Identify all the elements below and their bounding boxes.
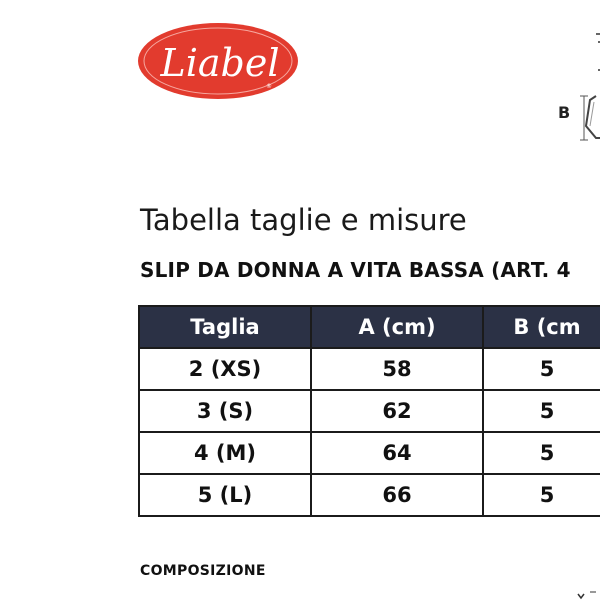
cell-a: 62 bbox=[311, 390, 483, 432]
table-row bbox=[139, 432, 600, 474]
cell-a: 66 bbox=[311, 474, 483, 516]
svg-text:®: ® bbox=[266, 83, 272, 90]
cell-a: 58 bbox=[311, 348, 483, 390]
table-header-row bbox=[139, 306, 600, 348]
page-title: Tabella taglie e misure bbox=[140, 203, 467, 237]
table-row bbox=[139, 348, 600, 390]
column-header-size: Taglia bbox=[139, 306, 311, 348]
table-row bbox=[139, 474, 600, 516]
garment-diagram bbox=[556, 30, 600, 160]
cell-size: 5 (L) bbox=[139, 474, 311, 516]
cell-b: 5 bbox=[483, 474, 600, 516]
liabel-logo bbox=[136, 20, 300, 102]
size-table bbox=[138, 305, 600, 517]
cropped-mark-icon bbox=[576, 584, 600, 600]
cell-a: 64 bbox=[311, 432, 483, 474]
cell-size: 4 (M) bbox=[139, 432, 311, 474]
cell-b: 5 bbox=[483, 432, 600, 474]
diagram-label-b: B bbox=[558, 103, 571, 122]
cell-b: 5 bbox=[483, 390, 600, 432]
cell-size: 3 (S) bbox=[139, 390, 311, 432]
cell-size: 2 (XS) bbox=[139, 348, 311, 390]
logo-wordmark: Liabel bbox=[160, 41, 280, 85]
column-header-b: B (cm bbox=[483, 306, 600, 348]
composition-heading: COMPOSIZIONE bbox=[140, 563, 266, 579]
column-header-a: A (cm) bbox=[311, 306, 483, 348]
product-subtitle: SLIP DA DONNA A VITA BASSA (ART. 4 bbox=[140, 258, 571, 282]
cell-b: 5 bbox=[483, 348, 600, 390]
table-row bbox=[139, 390, 600, 432]
